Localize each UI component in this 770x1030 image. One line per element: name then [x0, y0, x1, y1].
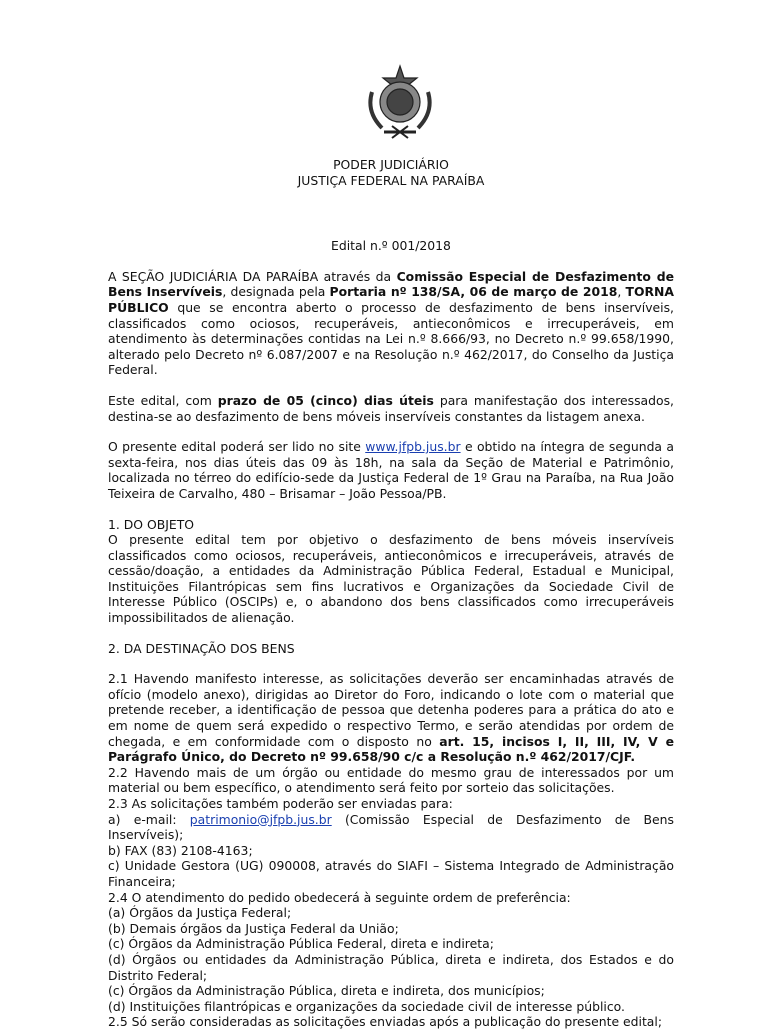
- clause-2-2: 2.2 Havendo mais de um órgão ou entidade do mesmo grau de interessados por um material ou bem específico, o atendimento será feito por sorteio das solicitações.: [108, 764, 674, 796]
- preference-item: (d) Instituições filantrópicas e organizações da sociedade civil de interesse público.: [108, 998, 625, 1014]
- preference-item: (d) Órgãos ou entidades da Administração Pública, direta e indireta, dos Estados e do Distrito Federal;: [108, 951, 674, 983]
- edital-title: Edital n.º 001/2018: [331, 238, 451, 254]
- prazo-paragraph: Este edital, com prazo de 05 (cinco) dias úteis para manifestação dos interessados, destina-se ao desfazimento de bens móveis inservíveis constantes da listagem anexa.: [108, 392, 674, 424]
- clause-2-3-b: b) FAX (83) 2108-4163;: [108, 842, 253, 858]
- destinacao-heading: 2. DA DESTINAÇÃO DOS BENS: [108, 640, 295, 656]
- objeto-text: O presente edital tem por objetivo o desfazimento de bens móveis inservíveis classificados como ociosos, recuperáveis, antieconômicos e irrecuperáveis, através de cessão/doação, a entidades da Administração Pública Federal, Estadual e Municipal, Instituições Filantrópicas sem fins lucrativos e Organizações da Sociedade Civil de Interesse Público (OSCIPs) e, o abandono dos bens classificados como irrecuperáveis impossibilitados de alienação.: [108, 532, 674, 626]
- preference-item: (b) Demais órgãos da Justiça Federal da União;: [108, 920, 399, 936]
- intro-paragraph: A SEÇÃO JUDICIÁRIA DA PARAÍBA através da Comissão Especial de Desfazimento de Bens Inservíveis, designada pela Portaria nº 138/SA, 06 de março de 2018, TORNA PÚBLICO que se encontra aberto o processo de desfazimento de bens inservíveis, classificados como ociosos, recuperáveis, antieconômicos e irrecuperáveis, em atendimento às determinações contidas na Lei n.º 8.666/93, no Decreto n.º 99.658/1990, alterado pelo Decreto nº 6.087/2007 e na Resolução n.º 462/2017, do Conselho da Justiça Federal.: [108, 268, 674, 378]
- clause-2-3-c: c) Unidade Gestora (UG) 090008, através do SIAFI – Sistema Integrado de Administração Financeira;: [108, 858, 674, 889]
- clause-2-5: 2.5 Só serão consideradas as solicitações enviadas após a publicação do presente edital;: [108, 1014, 663, 1030]
- clause-2-1: 2.1 Havendo manifesto interesse, as solicitações deverão ser encaminhadas através de ofício (modelo anexo), dirigidas ao Diretor do Foro, indicando o lote com o material que pretende receber, a identificação de pessoa que detenha poderes para a prática do ato e em nome de quem será expedido o respectivo Termo, e serão atendidas por ordem de chegada, e em conformidade com o disposto no art. 15, incisos I, II, III, IV, V e Parágrafo Único, do Decreto nº 99.658/90 c/c a Resolução n.º 462/2017/CJF.: [108, 671, 674, 765]
- preference-item: (a) Órgãos da Justiça Federal;: [108, 905, 292, 921]
- header-line-2: JUSTIÇA FEDERAL NA PARAÍBA: [297, 172, 485, 188]
- preference-item: (c) Órgãos da Administração Pública, direta e indireta, dos municípios;: [108, 983, 545, 999]
- preference-item: (c) Órgãos da Administração Pública Federal, direta e indireta;: [108, 936, 494, 952]
- document-page: [108, 0, 674, 1030]
- leitura-paragraph: O presente edital poderá ser lido no site www.jfpb.jus.br e obtido na íntegra de segunda a sexta-feira, nos dias úteis das 09 às 18h, na sala da Seção de Material e Patrimônio, localizada no térreo do edifício-sede da Justiça Federal de 1º Grau na Paraíba, na Rua João Teixeira de Carvalho, 480 – Brisamar – João Pessoa/PB.: [108, 439, 674, 501]
- email-link[interactable]: patrimonio@jfpb.jus.br: [189, 811, 332, 827]
- objeto-heading: 1. DO OBJETO: [108, 516, 195, 532]
- site-link[interactable]: www.jfpb.jus.br: [365, 439, 461, 455]
- clause-2-4: 2.4 O atendimento do pedido obedecerá à seguinte ordem de preferência:: [108, 889, 571, 905]
- clause-2-3: 2.3 As solicitações também poderão ser enviadas para:: [108, 796, 453, 811]
- header-line-1: PODER JUDICIÁRIO: [333, 157, 449, 172]
- clause-2-3-a: a) e-mail: patrimonio@jfpb.jus.br (Comissão Especial de Desfazimento de Bens Inservíveis);: [108, 811, 674, 843]
